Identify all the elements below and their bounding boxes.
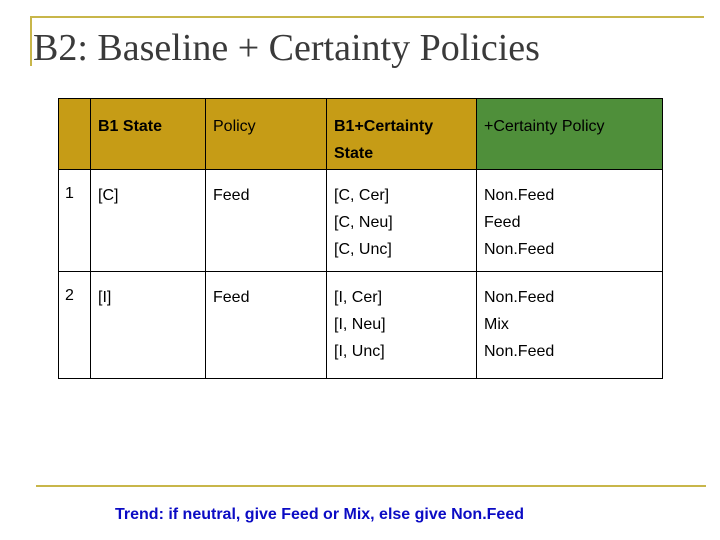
certainty-policy-list bbox=[477, 170, 662, 263]
trend-note: Trend: if neutral, give Feed or Mix, else give Non.Feed bbox=[115, 506, 524, 523]
slide-title: B2: Baseline + Certainty Policies bbox=[33, 27, 540, 69]
row-number: 2 bbox=[65, 287, 74, 304]
row-number: 1 bbox=[65, 185, 74, 202]
header-cell-policy: Policy bbox=[206, 99, 327, 170]
table-row bbox=[59, 272, 663, 379]
certainty-policy-item: Non.Feed bbox=[484, 187, 555, 204]
b1-state-cell: [I] bbox=[98, 289, 112, 306]
certainty-state-item: [I, Cer] bbox=[334, 289, 383, 306]
certainty-state-item: [C, Neu] bbox=[334, 214, 393, 231]
certainty-state-item: [C, Unc] bbox=[334, 241, 392, 258]
certainty-state-list bbox=[327, 272, 476, 365]
certainty-policy-item: Non.Feed bbox=[484, 343, 555, 360]
certainty-state-item: [I, Neu] bbox=[334, 316, 386, 333]
title-rule-left bbox=[30, 16, 32, 66]
certainty-policy-item: Non.Feed bbox=[484, 289, 555, 306]
title-rule-top bbox=[30, 16, 704, 18]
certainty-state-list bbox=[327, 170, 476, 263]
header-cell-certainty-state: B1+Certainty State bbox=[327, 99, 477, 170]
certainty-state-item: [I, Unc] bbox=[334, 343, 385, 360]
policy-cell: Feed bbox=[213, 187, 250, 204]
certainty-policy-list bbox=[477, 272, 662, 365]
header-cell-number bbox=[59, 99, 91, 170]
header-cell-b1-state: B1 State bbox=[91, 99, 206, 170]
certainty-policy-item: Non.Feed bbox=[484, 241, 555, 258]
table-header-row bbox=[59, 99, 663, 170]
certainty-policy-item: Mix bbox=[484, 316, 509, 333]
table-row bbox=[59, 170, 663, 272]
footer-rule bbox=[36, 485, 706, 487]
policy-cell: Feed bbox=[213, 289, 250, 306]
policy-table bbox=[58, 98, 663, 379]
b1-state-cell: [C] bbox=[98, 187, 119, 204]
certainty-policy-item: Feed bbox=[484, 214, 521, 231]
header-cell-certainty-policy: +Certainty Policy bbox=[477, 99, 663, 170]
certainty-state-item: [C, Cer] bbox=[334, 187, 390, 204]
